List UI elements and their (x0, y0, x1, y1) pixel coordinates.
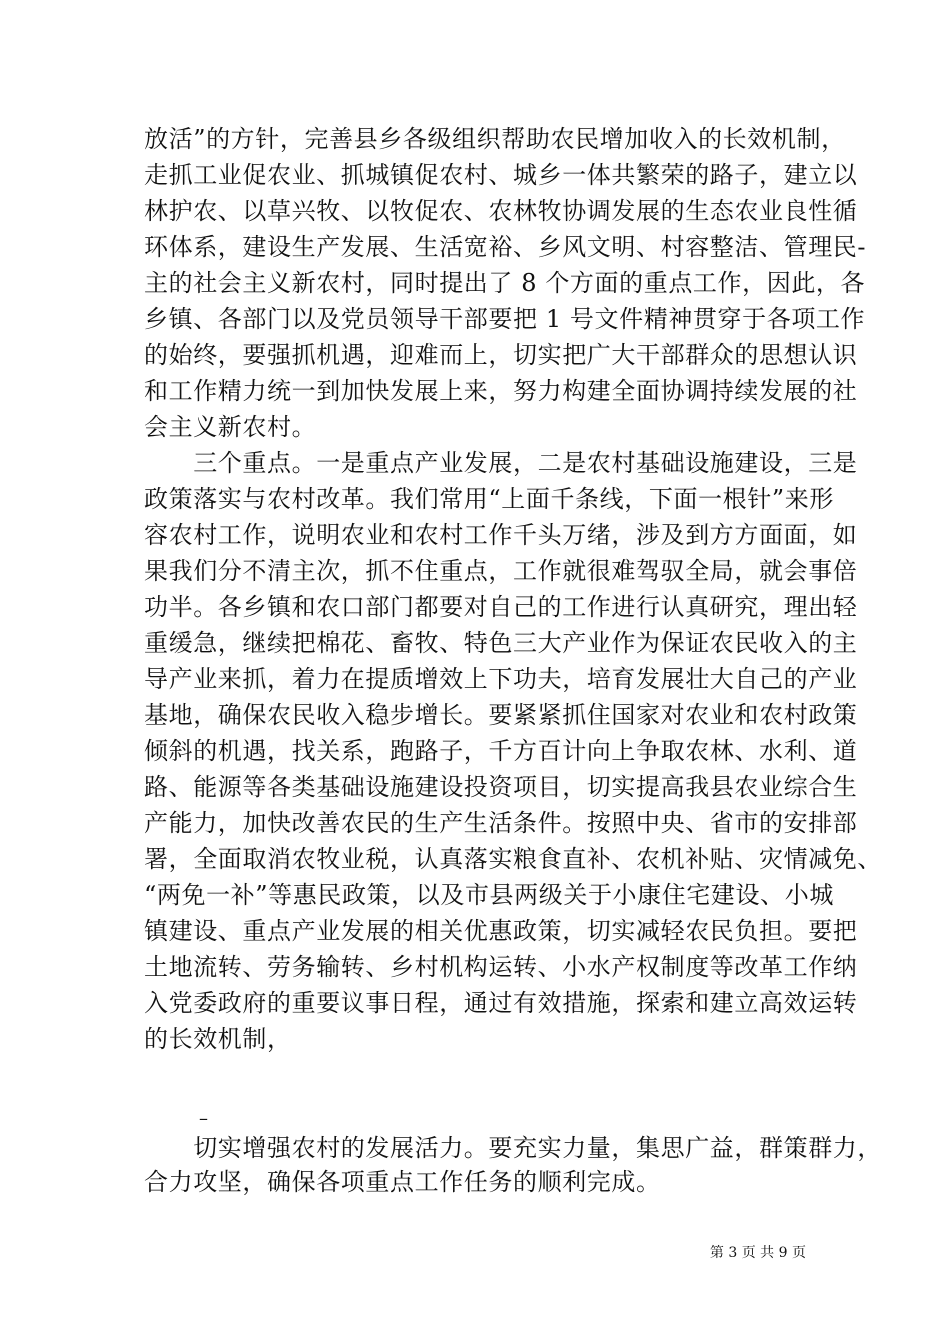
closing-text-line: 切实增强农村的发展活力。要充实力量，集思广益，群策群力， (144, 1134, 882, 1162)
body-text-line: 会主义新农村。 (144, 413, 317, 441)
body-text-line: 镇建设、重点产业发展的相关优惠政策，切实减轻农民负担。要把 (144, 917, 858, 945)
body-text-line: 重缓急，继续把棉花、畜牧、特色三大产业作为保证农民收入的主 (144, 629, 858, 657)
body-text-line: 产能力，加快改善农民的生产生活条件。按照中央、省市的安排部 (144, 809, 858, 837)
body-text-line: 三个重点。一是重点产业发展，二是农村基础设施建设，三是 (144, 449, 858, 477)
body-text-line: 的始终，要强抓机遇，迎难而上，切实把广大干部群众的思想认识 (144, 341, 858, 369)
body-text-line: 入党委政府的重要议事日程，通过有效措施，探索和建立高效运转 (144, 989, 858, 1017)
body-text-line: 环体系，建设生产发展、生活宽裕、乡风文明、村容整洁、管理民- (144, 233, 867, 261)
body-text-line: 林护农、以草兴牧、以牧促农、农林牧协调发展的生态农业良性循 (144, 197, 858, 225)
body-text-line: 倾斜的机遇，找关系，跑路子，千方百计向上争取农林、水利、道 (144, 737, 858, 765)
closing-text-line: 合力攻坚，确保各项重点工作任务的顺利完成。 (144, 1168, 661, 1196)
page-number-footer: 第 3 页 共 9 页 (709, 1245, 806, 1261)
body-text-line: 放活”的方针，完善县乡各级组织帮助农民增加收入的长效机制， (144, 125, 846, 153)
body-text-line: 的长效机制， (144, 1025, 292, 1053)
body-text-line: 走抓工业促农业、抓城镇促农村、城乡一体共繁荣的路子，建立以 (144, 161, 858, 189)
body-text-line: 果我们分不清主次，抓不住重点，工作就很难驾驭全局，就会事倍 (144, 557, 858, 585)
body-text-line: 土地流转、劳务输转、乡村机构运转、小水产权制度等改革工作纳 (144, 953, 858, 981)
body-text-line: 主的社会主义新农村，同时提出了 8 个方面的重点工作，因此，各 (144, 269, 866, 297)
body-text-line: 署，全面取消农牧业税，认真落实粮食直补、农机补贴、灾情减免、 (144, 845, 882, 873)
body-text-line: 路、能源等各类基础设施建设投资项目，切实提高我县农业综合生 (144, 773, 858, 801)
separator-mark: – (199, 1108, 208, 1129)
body-text-line: 容农村工作，说明农业和农村工作千头万绪，涉及到方方面面，如 (144, 521, 858, 549)
body-text-line: “两免一补”等惠民政策，以及市县两级关于小康住宅建设、小城 (144, 881, 834, 909)
body-text-line: 功半。各乡镇和农口部门都要对自己的工作进行认真研究，理出轻 (144, 593, 858, 621)
body-text-line: 和工作精力统一到加快发展上来，努力构建全面协调持续发展的社 (144, 377, 858, 405)
body-text-line: 政策落实与农村改革。我们常用“上面千条线，下面一根针”来形 (144, 485, 834, 513)
body-text-line: 乡镇、各部门以及党员领导干部要把 1 号文件精神贯穿于各项工作 (144, 305, 866, 333)
body-text-line: 基地，确保农民收入稳步增长。要紧紧抓住国家对农业和农村政策 (144, 701, 858, 729)
body-text-line: 导产业来抓，着力在提质增效上下功夫，培育发展壮大自己的产业 (144, 665, 858, 693)
